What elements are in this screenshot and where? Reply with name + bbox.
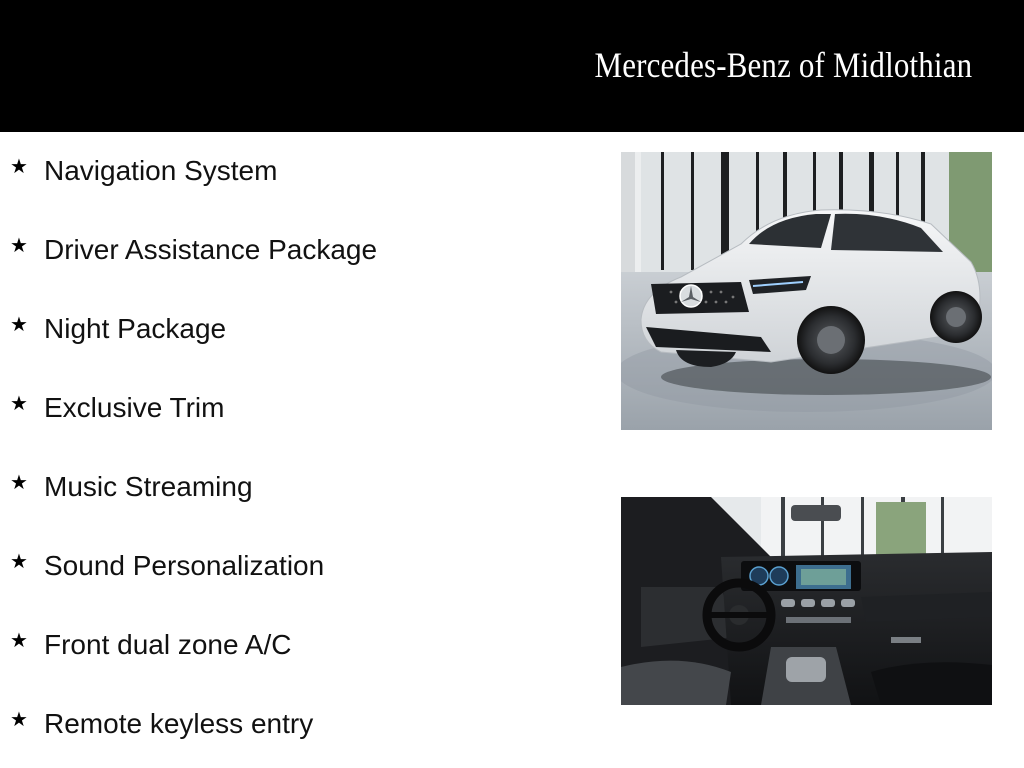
feature-item xyxy=(10,309,226,349)
feature-label: Night Package xyxy=(44,313,227,344)
feature-item xyxy=(10,625,291,665)
site-header xyxy=(0,0,1024,132)
feature-label: Sound Personalization xyxy=(44,550,325,581)
dealer-brand-name: Mercedes-Benz of Midlothian xyxy=(594,45,972,85)
star-icon: ★ xyxy=(10,393,28,415)
feature-item xyxy=(10,546,324,586)
feature-label: Navigation System xyxy=(44,155,278,186)
feature-item xyxy=(10,230,377,270)
feature-item xyxy=(10,151,277,191)
feature-label: Remote keyless entry xyxy=(44,708,314,739)
feature-label: Music Streaming xyxy=(44,471,253,502)
feature-label: Front dual zone A/C xyxy=(44,629,292,660)
feature-label: Exclusive Trim xyxy=(44,392,225,423)
star-icon: ★ xyxy=(10,235,28,257)
star-icon: ★ xyxy=(10,156,28,178)
star-icon: ★ xyxy=(10,709,28,731)
vehicle-exterior-photo xyxy=(621,152,992,430)
vehicle-interior-photo xyxy=(621,497,992,705)
feature-label: Driver Assistance Package xyxy=(44,234,378,265)
star-icon: ★ xyxy=(10,314,28,336)
car-exterior-illustration xyxy=(621,152,992,430)
feature-item xyxy=(10,467,253,507)
feature-item xyxy=(10,704,313,744)
star-icon: ★ xyxy=(10,472,28,494)
star-icon: ★ xyxy=(10,551,28,573)
star-icon: ★ xyxy=(10,630,28,652)
car-interior-illustration xyxy=(621,497,992,705)
feature-item xyxy=(10,388,224,428)
